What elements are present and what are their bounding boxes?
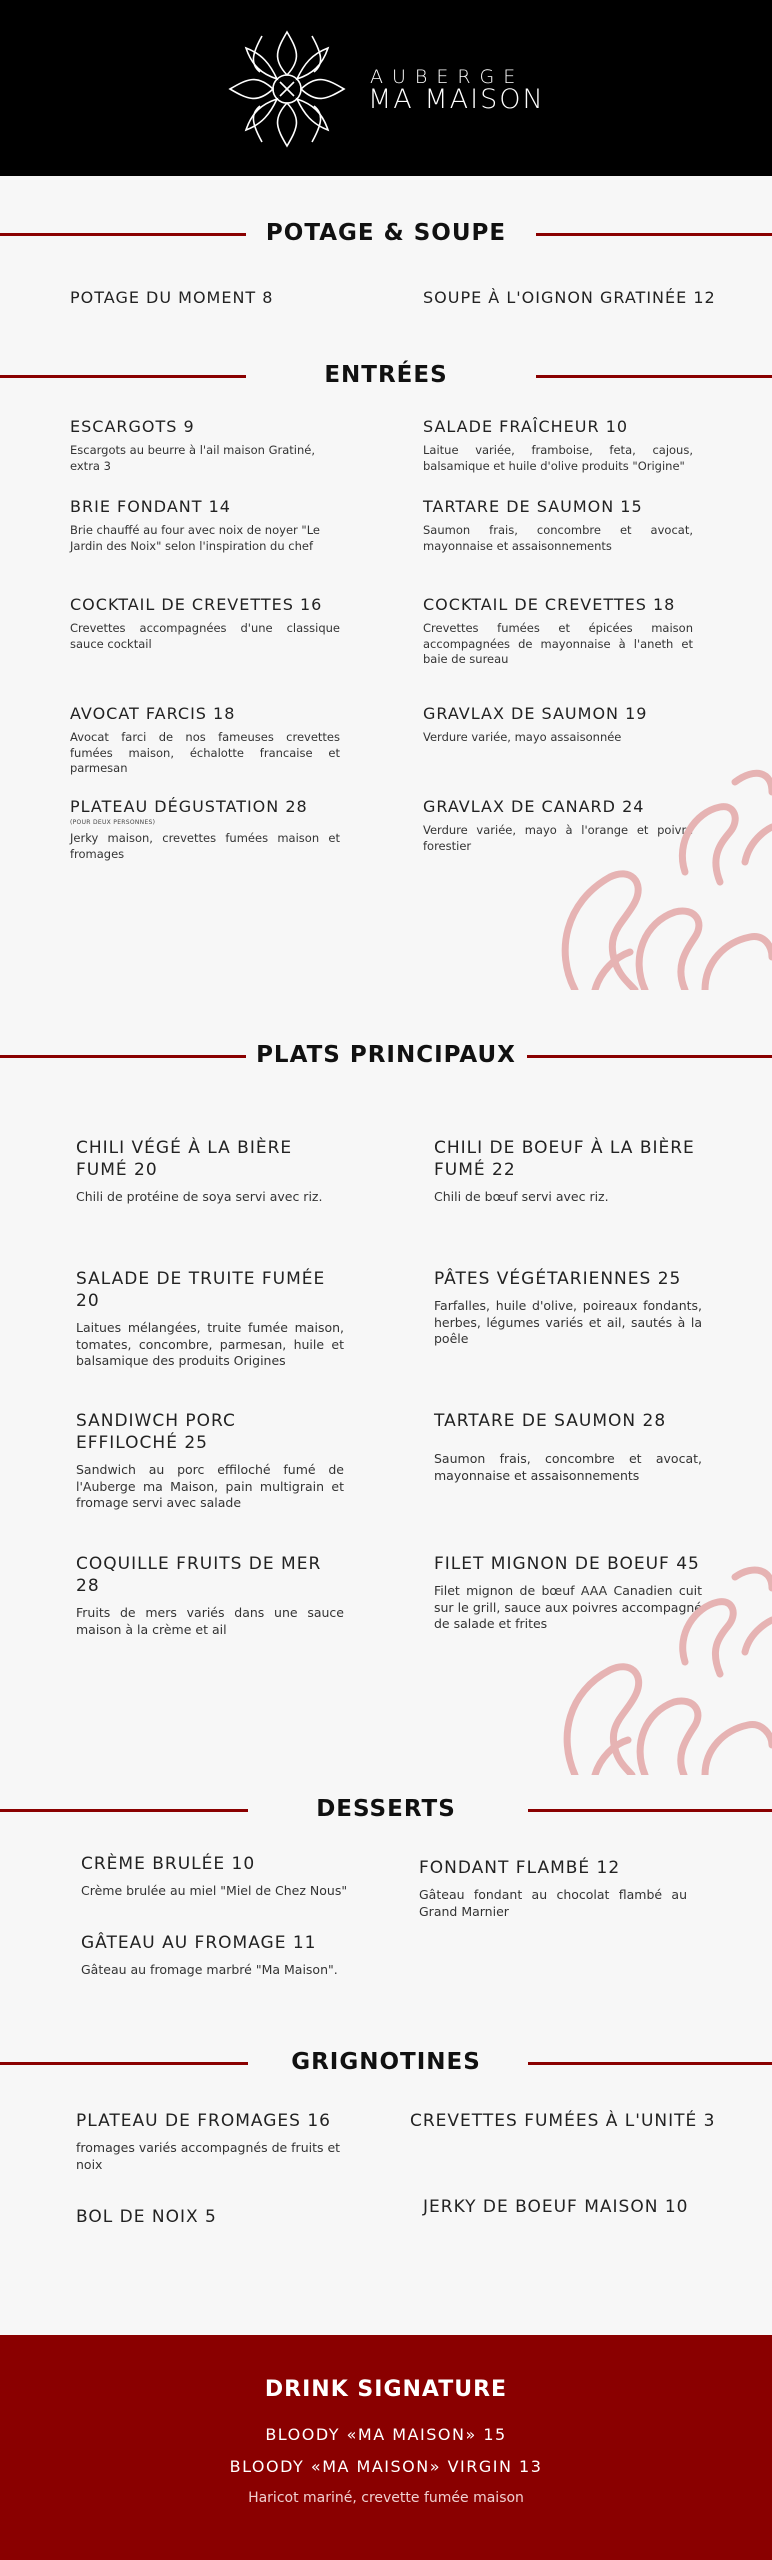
menu-item — [81, 1932, 351, 1979]
item-note: (POUR DEUX PERSONNES) — [70, 819, 156, 826]
item-description: Sandwich au porc effiloché fumé de l'Auberge ma Maison, pain multigrain et fromage servi avec salade — [76, 1462, 344, 1510]
item-name: COQUILLE FRUITS DE MER 28 — [76, 1554, 322, 1596]
menu-item — [70, 496, 340, 554]
item-description: Gâteau au fromage marbré "Ma Maison". — [81, 1962, 338, 1977]
item-description: Filet mignon de bœuf AAA Canadien cuit sur le grill, sauce aux poivres accompagné de salade et frites — [434, 1583, 702, 1631]
floral-decoration-icon — [535, 752, 772, 990]
menu-item: POTAGE DU MOMENT 8 — [70, 288, 274, 307]
item-description: Farfalles, huile d'olive, poireaux fondants, herbes, légumes variés et ail, sautés à la poêle — [434, 1298, 702, 1346]
item-description: Laitues mélangées, truite fumée maison, tomates, concombre, parmesan, huile et balsamique des produits Origines — [76, 1320, 344, 1368]
menu-item — [70, 594, 340, 652]
item-name: PLATEAU DÉGUSTATION 28 — [70, 797, 308, 816]
item-name: PLATEAU DE FROMAGES 16 — [76, 2111, 331, 2131]
item-description: Gâteau fondant au chocolat flambé au Grand Marnier — [419, 1887, 687, 1919]
item-name: GRAVLAX DE SAUMON 19 — [423, 704, 648, 723]
item-name: TARTARE DE SAUMON 15 — [423, 497, 643, 516]
item-description: Escargots au beurre à l'ail maison Gratiné, extra 3 — [70, 443, 316, 473]
header-banner — [0, 0, 772, 176]
item-name: PÂTES VÉGÉTARIENNES 25 — [434, 1269, 682, 1289]
menu-item: CREVETTES FUMÉES À L'UNITÉ 3 — [410, 2111, 716, 2131]
item-name: COCKTAIL DE CREVETTES 16 — [70, 595, 323, 614]
item-description: Chili de bœuf servi avec riz. — [434, 1189, 609, 1204]
menu-item — [70, 416, 340, 474]
menu-item — [434, 1410, 702, 1484]
item-name: GÂTEAU AU FROMAGE 11 — [81, 1933, 317, 1953]
section-header-potage — [0, 214, 772, 254]
item-description: Laitue variée, framboise, feta, cajous, balsamique et huile d'olive produits "Origine" — [423, 443, 693, 473]
drink-item: BLOODY «MA MAISON» VIRGIN 13 — [229, 2457, 543, 2476]
item-description: Avocat farci de nos fameuses crevettes fumées maison, échalotte francaise et parmesan — [70, 730, 340, 775]
item-description: Crevettes accompagnées d'une classique sauce cocktail — [70, 621, 340, 651]
menu-item — [423, 416, 693, 474]
brand-title: MA MAISON — [368, 84, 545, 115]
item-name: CHILI VÉGÉ À LA BIÈRE FUMÉ 20 — [76, 1138, 293, 1180]
item-name: CHILI DE BOEUF À LA BIÈRE FUMÉ 22 — [434, 1138, 695, 1180]
item-name: FONDANT FLAMBÉ 12 — [419, 1858, 621, 1878]
drink-description: Haricot mariné, crevette fumée maison — [248, 2490, 524, 2506]
menu-item — [76, 2110, 346, 2173]
section-header-entrees — [0, 356, 772, 396]
item-description: Verdure variée, mayo assaisonnée — [423, 730, 622, 744]
item-description: Saumon frais, concombre et avocat, mayonnaise et assaisonnements — [434, 1451, 702, 1483]
logo-icon — [222, 24, 352, 154]
menu-item — [76, 1137, 344, 1206]
item-name: CRÈME BRULÉE 10 — [81, 1854, 256, 1874]
item-name: ESCARGOTS 9 — [70, 417, 195, 436]
menu-item — [70, 703, 340, 777]
menu-item: BOL DE NOIX 5 — [76, 2207, 217, 2227]
section-header-plats — [0, 1036, 772, 1076]
menu-item — [423, 496, 693, 554]
item-name: GRAVLAX DE CANARD 24 — [423, 797, 645, 816]
item-name: SALADE FRAÎCHEUR 10 — [423, 417, 629, 436]
item-name: BRIE FONDANT 14 — [70, 497, 231, 516]
item-description: Crème brulée au miel "Miel de Chez Nous" — [81, 1883, 348, 1898]
item-description: Crevettes fumées et épicées maison accompagnées de mayonnaise à l'aneth et baie de sureau — [423, 621, 693, 666]
section-title: POTAGE & SOUPE — [265, 220, 507, 246]
item-description: Brie chauffé au four avec noix de noyer "Le Jardin des Noix" selon l'inspiration du chef — [70, 523, 320, 553]
section-header-grignotines — [0, 2043, 772, 2083]
drink-title: DRINK SIGNATURE — [264, 2377, 508, 2402]
item-description: Saumon frais, concombre et avocat, mayonnaise et assaisonnements — [423, 523, 693, 553]
menu-item — [76, 1268, 344, 1370]
menu-item — [423, 594, 693, 668]
menu-item — [76, 1553, 344, 1638]
item-name: TARTARE DE SAUMON 28 — [434, 1411, 667, 1431]
section-title: ENTRÉES — [324, 362, 448, 388]
floral-decoration-icon — [540, 1552, 772, 1775]
menu-item — [419, 1857, 687, 1920]
item-description: Jerky maison, crevettes fumées maison et fromages — [70, 831, 340, 861]
menu-item — [434, 1137, 702, 1206]
item-name: SALADE DE TRUITE FUMÉE 20 — [76, 1269, 326, 1311]
section-title: PLATS PRINCIPAUX — [256, 1042, 516, 1068]
menu-item — [81, 1853, 351, 1900]
item-name: AVOCAT FARCIS 18 — [70, 704, 236, 723]
item-description: Fruits de mers variés dans une sauce maison à la crème et ail — [76, 1605, 344, 1637]
section-header-desserts — [0, 1790, 772, 1830]
menu-item: JERKY DE BOEUF MAISON 10 — [423, 2197, 689, 2217]
drink-signature-banner — [0, 2335, 772, 2560]
item-name: FILET MIGNON DE BOEUF 45 — [434, 1554, 700, 1574]
drink-item: BLOODY «MA MAISON» 15 — [265, 2425, 507, 2444]
section-title: GRIGNOTINES — [291, 2049, 481, 2075]
section-title: DESSERTS — [316, 1796, 456, 1822]
menu-item: SOUPE À L'OIGNON GRATINÉE 12 — [423, 288, 716, 307]
item-description: Chili de protéine de soya servi avec riz. — [76, 1189, 323, 1204]
menu-item — [434, 1268, 702, 1348]
item-description: fromages variés accompagnés de fruits et noix — [76, 2140, 341, 2172]
menu-item — [76, 1410, 344, 1512]
item-description: Verdure variée, mayo à l'orange et poivre forestier — [423, 823, 693, 853]
menu-item — [423, 703, 693, 746]
menu-item — [70, 796, 340, 862]
item-name: COCKTAIL DE CREVETTES 18 — [423, 595, 676, 614]
item-name: SANDIWCH PORC EFFILOCHÉ 25 — [76, 1411, 236, 1453]
brand-subtitle: AUBERGE — [370, 66, 525, 88]
